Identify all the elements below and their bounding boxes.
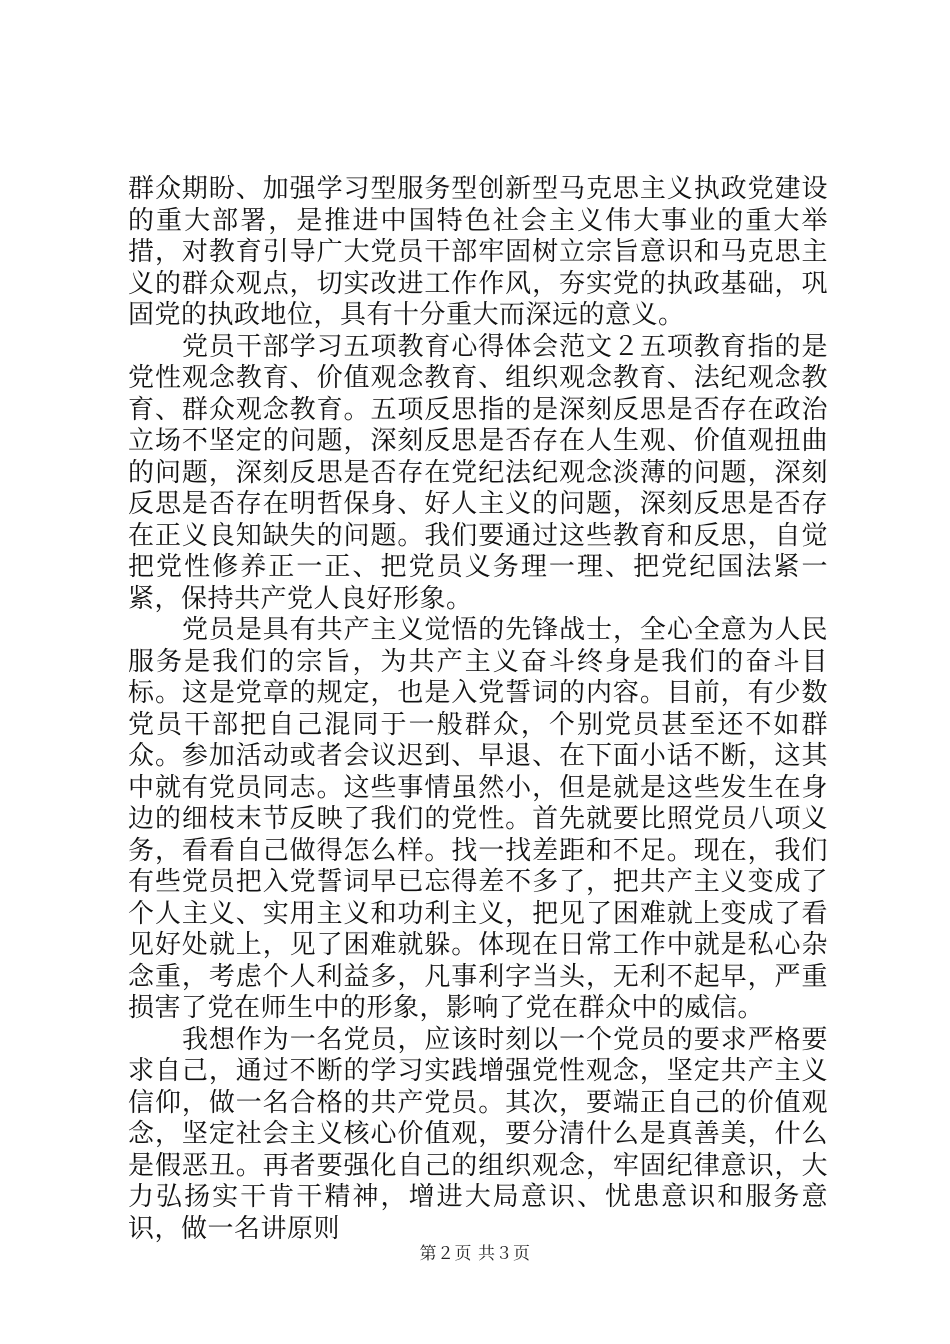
- page-footer: 第２页 共３页: [419, 1244, 531, 1264]
- paragraph-party-member-duty: 党员是具有共产主义觉悟的先锋战士，全心全意为人民服务是我们的宗旨，为共产主义奋斗终身是我们的奋斗目标。这是党章的规定，也是入党誓词的内容。目前，有少数党员干部把自己混同于一般群众，个别党员甚至还不如群众。参加活动或者会议迟到、早退、在下面小话不断，这其中就有党员同志。这些事情虽然小，但是就是这些发生在身边的细枝末节反映了我们的党性。首先就要比照党员八项义务，看看自己做得怎么样。找一找差距和不足。现在，我们有些党员把入党誓词早已忘得差不多了，把共产主义变成了个人主义、实用主义和功利主义，把见了困难就上变成了看见好处就上，见了困难就躲。体现在日常工作中就是私心杂念重，考虑个人利益多，凡事利字当头，无利不起早，严重损害了党在师生中的形象，影响了党在群众中的威信。: [128, 615, 828, 1023]
- paragraph-personal-commitment: 我想作为一名党员，应该时刻以一个党员的要求严格要求自己，通过不断的学习实践增强党性观念，坚定共产主义信仰，做一名合格的共产党员。其次，要端正自己的价值观念，坚定社会主义核心价值观，要分清什么是真善美，什么是假恶丑。再者要强化自己的组织观念，牢固纪律意识，大力弘扬实干肯干精神，增进大局意识、忧患意识和服务意识，做一名讲原则: [128, 1024, 828, 1244]
- paragraph-continuation: 群众期盼、加强学习型服务型创新型马克思主义执政党建设的重大部署，是推进中国特色社会主义伟大事业的重大举措，对教育引导广大党员干部牢固树立宗旨意识和马克思主义的群众观点，切实改进工作作风，夯实党的执政基础，巩固党的执政地位，具有十分重大而深远的意义。: [128, 174, 828, 330]
- document-body: [128, 174, 828, 1245]
- paragraph-five-education: 党员干部学习五项教育心得体会范文２五项教育指的是党性观念教育、价值观念教育、组织观念教育、法纪观念教育、群众观念教育。五项反思指的是深刻反思是否存在政治立场不坚定的问题，深刻反思是否存在人生观、价值观扭曲的问题，深刻反思是否存在党纪法纪观念淡薄的问题，深刻反思是否存在明哲保身、好人主义的问题，深刻反思是否存在正义良知缺失的问题。我们要通过这些教育和反思，自觉把党性修养正一正、把党员义务理一理、把党纪国法紧一紧，保持共产党人良好形象。: [128, 331, 828, 614]
